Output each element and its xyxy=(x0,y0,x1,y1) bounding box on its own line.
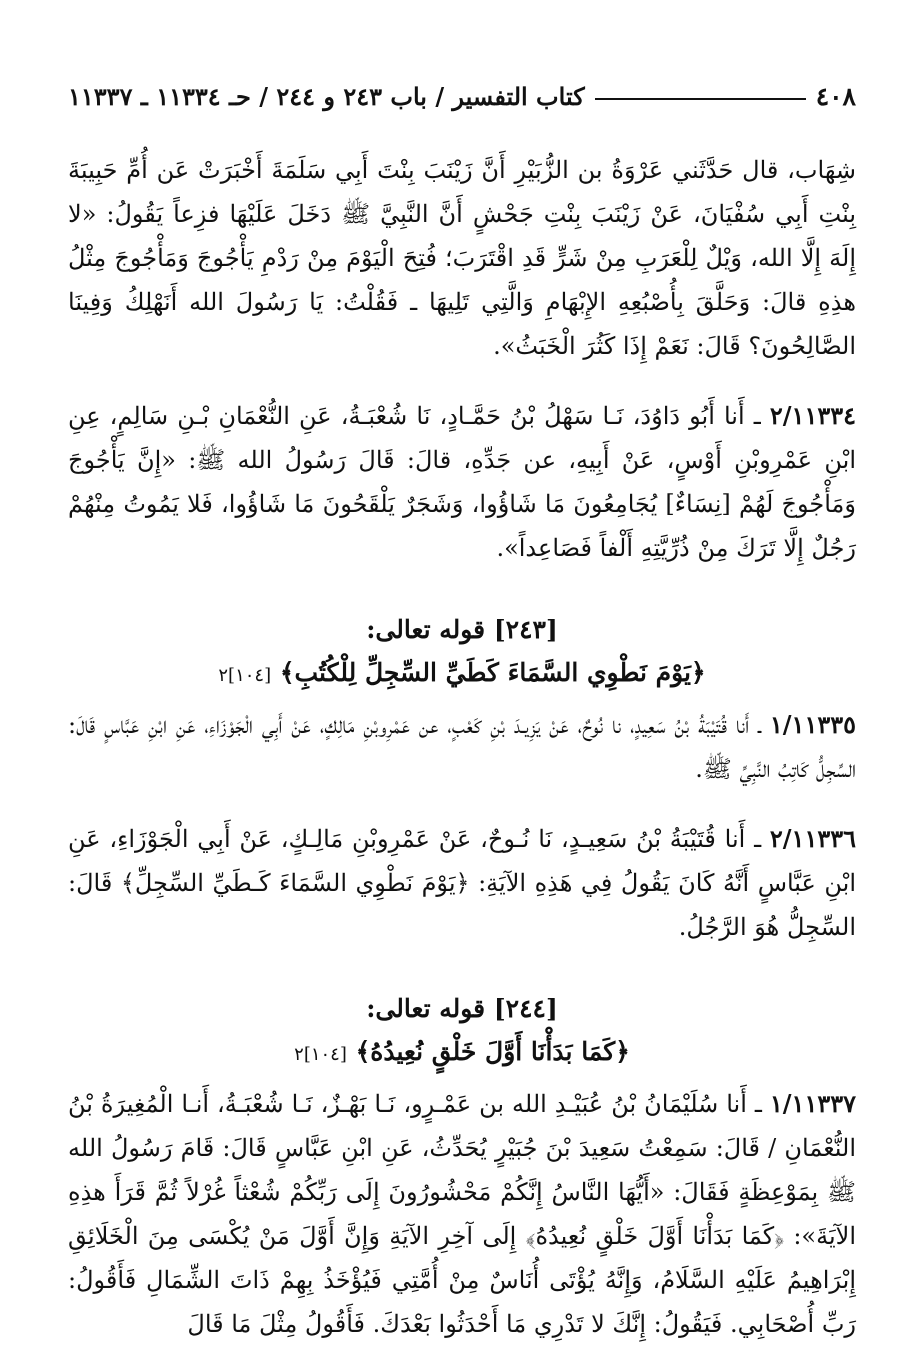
header-title: كتاب التفسير / باب ٢٤٣ و ٢٤٤ / حـ ١١٣٣٤ ـ ١١٣٣٧ xyxy=(68,82,585,111)
hadith-number: ٢/١١٣٣٤ xyxy=(769,401,856,430)
verse-text: ﴿يَوْمَ نَطْوِي السَّمَاءَ كَطَيِّ السِّجِلِّ لِلْكُتُبِ﴾ xyxy=(279,658,706,687)
hadith-11336 xyxy=(68,817,856,949)
chapter-verse xyxy=(68,1029,856,1078)
chapter-title: [٢٤٣] قوله تعالى: xyxy=(366,615,558,644)
chapter-verse xyxy=(68,650,856,699)
chapter-title: [٢٤٤] قوله تعالى: xyxy=(366,994,558,1023)
verse-reference: [١٠٤]٢ xyxy=(218,665,272,686)
hadith-number: ٢/١١٣٣٦ xyxy=(769,824,856,853)
continued-paragraph: شِهَاب، قال حَدَّثَني عَرْوَةُ بن الزُّبَيْرِ أَنَّ زَيْنَبَ بِنْتَ أَبِي سَلَمَةَ أَخْبَرَتْ عَن أُمِّ حَبِيبَةَ بِنْتِ أَبِي سُفْيَانَ، عَنْ زَيْنَبَ بِنْتِ جَحْشٍ أَنَّ النَّبِيَّ ﷺ دَخَلَ عَلَيْهَا فزِعاً يَقُولُ: «لا إِلَهَ إِلَّا الله، وَيْلٌ لِلْعَرَبِ مِنْ شَرٍّ قَدِ اقْتَرَبَ؛ فُتِحَ الْيَوْمَ مِنْ رَدْمِ يَأْجُوجَ وَمَأْجُوجَ مِثْلُ هذِهِ قالَ: وَحَلَّقَ بِأُصْبُعِهِ الإِبْهَامِ وَالَّتِي تَلِيهَا ـ فَقُلْتُ: يَا رَسُولَ الله أَنَهْلِكُ وَفِينَا الصَّالِحُونَ؟ قَالَ: نَعَمْ إِذَا كَثُرَ الْخَبَثُ». xyxy=(68,156,856,360)
hadith-text: ـ أَنا أَبُو دَاوُدَ، نَـا سَهْلُ بْنُ حَمَّـادٍ، نَا شُعْبَـةُ، عَنِ النُّعْمَانِ بْـنِ سَالِمٍ، عِنِ ابْنِ عَمْرِوبْنِ أَوْسٍ، عَنْ أَبِيهِ، عن جَدِّهِ، قالَ: قَالَ رَسُولُ الله ﷺ: «إِنَّ يَأْجُوجَ وَمَأْجُوجَ لَهُمْ [نِسَاءٌ] يُجَامِعُونَ مَا شَاؤُوا، وَشَجَرٌ يَلْقَحُونَ مَا شَاؤُوا، فَلا يَمُوتُ مِنْهُمْ رَجُلٌ إِلَّا تَرَكَ مِنْ ذُرِّيَّتِهِ أَلْفاً فَصَاعِداً». xyxy=(68,402,856,562)
header-rule xyxy=(595,98,806,100)
hadith-text: ـ أَنا سُلَيْمَانُ بْنُ عُبَيْـدِ الله بن عَمْـرٍو، نَـا بَهْـزٌ، نَـا شُعْبَـةُ، أَنـا الْمُغِيرَةُ بْنُ النُّعْمَانِ / قَالَ: سَمِعْتُ سَعِيدَ بْنَ جُبَيْرٍ يُحَدِّثُ، عَنِ ابْنِ عَبَّاسٍ قَالَ: قَامَ رَسُولُ الله ﷺ بِمَوْعِظَةٍ فَقَالَ: «أَيُّهَا النَّاسُ إِنَّكُمْ مَحْشُورُونَ إِلَى رَبِّكُمْ شُعْثاً غُرْلاً ثُمَّ قَرَأَ هذِهِ الآيَةَ»: ﴿كَمَا بَدَأْنَا أَوَّلَ خَلْقٍ نُعِيدُهُ﴾ إِلَى آخِرِ الآيَةِ وَإِنَّ أَوَّلَ مَنْ يُكْسَى مِنَ الْخَلَائِقِ إِبْرَاهِيمُ عَلَيْهِ السَّلَامُ، وَإِنَّهُ يُؤْتَى أُنَاسٌ مِنْ أُمَّتِي فَيُؤْخَذُ بِهِمْ ذَاتَ الشِّمَالِ فَأَقُولُ: رَبِّ أُصْحَابِي. فَيَقُولُ: إِنَّكَ لا تَدْرِي مَا أَحْدَثُوا بَعْدَكَ. فَأَقُولُ مِثْلَ مَا قَالَ xyxy=(68,1090,856,1338)
hadith-11334 xyxy=(68,394,856,570)
chapter-heading-243 xyxy=(68,610,856,699)
verse-reference: [١٠٤]٢ xyxy=(294,1044,347,1065)
page-number: ٤٠٨ xyxy=(815,82,856,111)
running-header xyxy=(68,82,856,111)
hadith-text: ـ أَنا قُتَيْبَةُ بْنُ سَعِيـدٍ، نَا نُـوحٌ، عَنْ عَمْرِوبْنِ مَالِـكٍ، عَنْ أَبِي الْجَوْزَاءِ، عَنِ ابْنِ عَبَّاسٍ أَنَّهُ كَانَ يَقُولُ فِي هَذِهِ الآيَةِ: ﴿يَوْمَ نَطْوِي السَّمَاءَ كَـطَيِّ السِّجِلِّ﴾ قَالَ: السِّجِلُّ هُوَ الرَّجُلُ. xyxy=(68,825,856,941)
chapter-heading-244 xyxy=(68,989,856,1078)
hadith-number: ١/١١٣٣٧ xyxy=(769,1089,856,1118)
hadith-number: ١/١١٣٣٥ xyxy=(769,710,856,739)
hadith-11335 xyxy=(68,703,856,791)
hadith-text: ـ أَنا قُتَيْبَةُ بْنُ سَعِيدٍ، نا نُوحٌ، عَنْ يَزِيـدَ بْنِ كَعْبٍ، عن عَمْرِوبْنِ مَالِكٍ، عَنْ أَبِي الْجَوْزَاءِ، عَنِ ابْنِ عَبَّاسٍ قَالَ: السِّجِلُّ كَاتِبُ النَّبِيِّ ﷺ. xyxy=(68,711,856,783)
verse-text: ﴿كَمَا بَدَأْنَا أَوَّلَ خَلْقٍ نُعِيدُهُ﴾ xyxy=(355,1037,630,1066)
page-body xyxy=(68,148,856,1346)
hadith-11337 xyxy=(68,1082,856,1346)
